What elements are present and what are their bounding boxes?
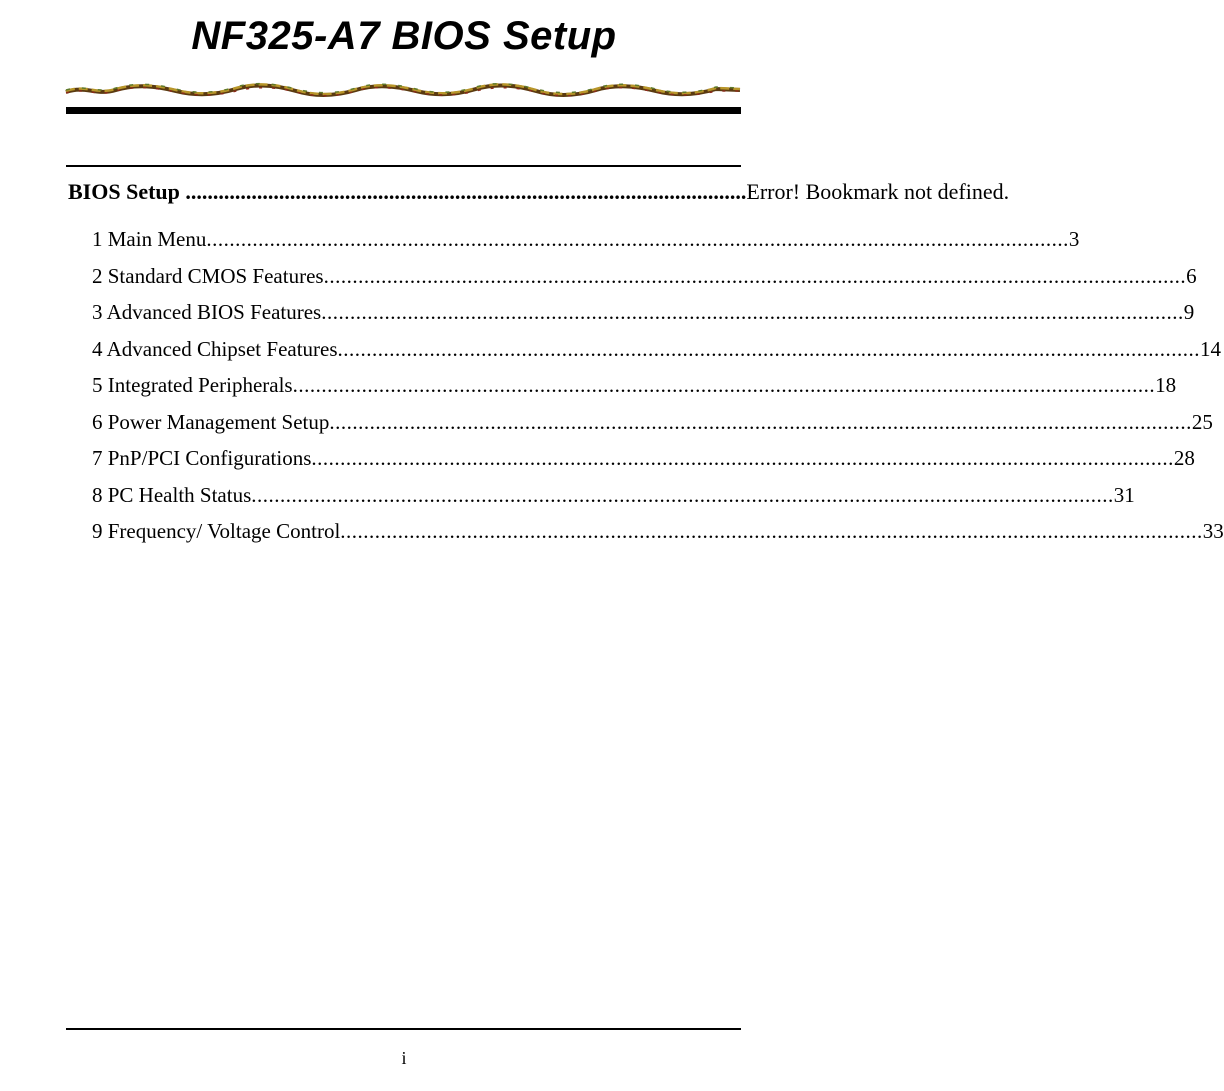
toc-entry-leader: ...................................................................................................................................................... (251, 482, 1114, 507)
toc-entry[interactable] (92, 227, 1080, 264)
toc-entry-leader: ...................................................................................................................................................... (337, 336, 1201, 361)
toc-entry-leader: ...................................................................................................................................................... (323, 263, 1187, 288)
toc-entry-page: 3 (1068, 227, 1080, 251)
footer-page-number: i (401, 1048, 407, 1068)
header-rule (66, 107, 741, 114)
toc-entry-leader: ...................................................................................................................................................... (311, 446, 1174, 470)
toc-list (92, 227, 1224, 556)
toc-entry[interactable] (92, 446, 1195, 483)
decorative-rope-divider (66, 81, 740, 99)
toc-entry-leader: ...................................................................................................................................................... (206, 227, 1069, 251)
toc-entry-label: 2 Standard CMOS Features (92, 263, 324, 288)
toc-entry-page: 33 (1202, 519, 1224, 543)
toc-entry-leader: ...................................................................................................................................................... (329, 409, 1192, 434)
toc-entry[interactable] (92, 409, 1213, 447)
toc-entry-label: 1 Main Menu (92, 227, 207, 251)
toc-entry[interactable] (92, 482, 1135, 520)
page-title: NF325-A7 BIOS Setup (191, 14, 617, 58)
toc-entry-leader: ...................................................................................................................................................... (292, 373, 1156, 397)
toc-heading[interactable] (68, 179, 1010, 205)
toc-entry-leader: ...................................................................................................................................................... (340, 519, 1203, 543)
toc-entry-page: 18 (1155, 373, 1177, 397)
toc-entry-label: 5 Integrated Peripherals (92, 373, 293, 397)
toc-entry-label: 8 PC Health Status (92, 482, 252, 507)
toc-entry-label: 7 PnP/PCI Configurations (92, 446, 312, 470)
toc-entry[interactable] (92, 336, 1222, 374)
toc-entry-label: 3 Advanced BIOS Features (92, 300, 322, 324)
toc-entry-label: 6 Power Management Setup (92, 409, 330, 434)
toc-entry-page: 25 (1191, 409, 1213, 434)
toc-entry[interactable] (92, 300, 1195, 337)
toc-entry[interactable] (92, 373, 1177, 410)
toc-entry-page: 28 (1173, 446, 1195, 470)
toc-entry-page: 9 (1183, 300, 1195, 324)
toc-entry-label: 9 Frequency/ Voltage Control (92, 519, 341, 543)
toc-entry[interactable] (92, 519, 1224, 556)
toc-entry-page: 14 (1200, 336, 1222, 361)
footer-rule (66, 1028, 741, 1030)
toc-entry-leader: ...................................................................................................................................................... (321, 300, 1184, 324)
toc-entry-page: 6 (1186, 263, 1197, 288)
toc-heading-leader: ...................................................................................................... (179, 179, 747, 204)
toc-entry-label: 4 Advanced Chipset Features (92, 336, 338, 361)
toc-heading-page: Error! Bookmark not defined. (746, 179, 1010, 204)
toc-entry-page: 31 (1113, 482, 1135, 507)
toc-heading-label: BIOS Setup (68, 179, 180, 204)
toc-entry[interactable] (92, 263, 1197, 301)
toc-top-rule (66, 165, 741, 167)
